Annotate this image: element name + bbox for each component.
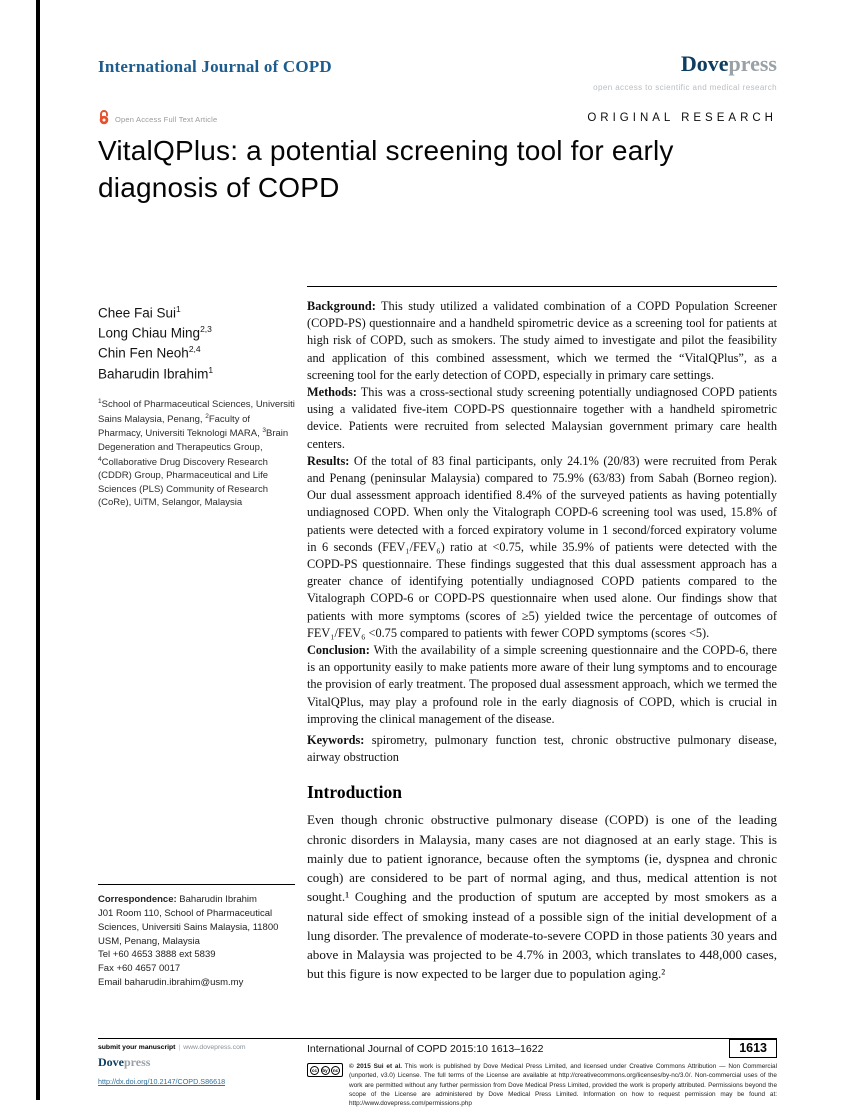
submit-manuscript-label: submit your manuscript: [98, 1044, 176, 1051]
abstract-results: Results: Of the total of 83 final participants, only 24.1% (20/83) were recruited from Perak and Penang (peninsular Malaysia) compared to 75.9% (63/83) from Sabah (Borneo region). Our dual assessment approach identified 8.4% of the surveyed patients as having potentially undiagnosed COPD. When only the Vitalograph COPD-6 screening tool was used, 15.8% of patients were detected with a forced expiratory volume in 1 second/forced expiratory volume in 6 seconds (FEV₁/FEV₆) ratio at <0.75, while 35.9% of patients were detected with the COPD-PS questionnaire. These findings suggested that this dual assessment approach has a greater chance of identifying potentially undiagnosed COPD patients compared to the Vitalograph COPD-6 or COPD-PS questionnaire when used alone. Our findings show that patients with more symptoms (scores of ≥5) yielded twice the percentage of outcomes of FEV₁/FEV₆ <0.75 compared to patients with fewer COPD symptoms (scores <5).: [307, 453, 777, 640]
cc-icon: cc: [311, 1067, 317, 1073]
dovepress-footer-logo-press: press: [124, 1055, 151, 1069]
submit-divider: |: [178, 1044, 181, 1051]
license-copyright: © 2015 Sui et al.: [349, 1063, 403, 1070]
journal-citation: International Journal of COPD 2015:10 1613–1622: [307, 1043, 544, 1055]
correspondence-label: Correspondence:: [98, 894, 177, 905]
main-column: [307, 286, 777, 983]
author-name: Chin Fen Neoh$^{2,4}$: [98, 344, 201, 361]
submit-manuscript-line: [98, 1044, 293, 1051]
cc-nc-icon: nc: [332, 1067, 339, 1073]
author-affiliation-sup: 1: [176, 304, 181, 314]
dovepress-logo: [681, 51, 777, 77]
dovepress-footer-logo: [98, 1055, 293, 1070]
left-column: [98, 303, 295, 510]
abstract-top-rule: [307, 286, 777, 287]
page-number: 1613: [729, 1039, 777, 1058]
article-type-label: ORIGINAL RESEARCH: [587, 112, 777, 124]
footer-left: [98, 1044, 293, 1086]
open-access-icon: [98, 109, 110, 130]
abstract-background: Background: This study utilized a validated combination of a COPD Population Screener (COPD-PS) questionnaire and a handheld spirometric device as a screening tool for patients at high risk of COPD, such as smokers. The study aimed to investigate and pilot the feasibility and application of this combined assessment, which we termed the “VitalQPlus”, as a screening tool for the early detection of COPD, especially in primary care settings.: [307, 299, 777, 382]
open-access-row: [98, 109, 217, 130]
abstract-keywords: Keywords: spirometry, pulmonary function test, chronic obstructive pulmonary disease, airway obstruction: [307, 733, 777, 765]
abstract-label-results: Results:: [307, 453, 350, 468]
page-edge-bar: [36, 0, 40, 1100]
introduction-paragraph: Even though chronic obstructive pulmonary disease (COPD) is one of the leading chronic disorders in Malaysia, many cases are not diagnosed at an early stage. This is mainly due to patient ignorance, because often the symptoms (ie, dyspnea and chronic cough) are considered to be part of normal aging, and thus, medical attention is not sought.¹ Coughing and the production of sputum are accepted by most smokers as a natural side effect of smoking instead of a possible sign of the initial development of a lung disorder. The prevalence of moderate-to-severe COPD in those patients 30 years and above in Malaysia was projected to be 4.7% in 2003, which translates to 448,000 cases, but this figure is now expected to be larger due to population aging.²: [307, 812, 777, 982]
correspondence-tel: Tel +60 4653 3888 ext 5839: [98, 949, 216, 961]
correspondence-address: J01 Room 110, School of Pharmaceutical Sciences, Universiti Sains Malaysia, 11800 USM, Penang, Malaysia: [98, 907, 279, 947]
author-name: Long Chiau Ming$^{2,3}$: [98, 324, 212, 341]
dovepress-logo-press: press: [728, 51, 777, 76]
license-row: [307, 1062, 777, 1108]
abstract-conclusion: Conclusion: With the availability of a simple screening questionnaire and the COPD-6, there is an opportunity easily to make patients more aware of their lung symptoms and to encourage the provision of early treatment. The proposed dual assessment approach, which we termed the VitalQPlus, may play a profound role in the early diagnosis of COPD, which is crucial in improving the clinical management of the disease.: [307, 643, 777, 726]
correspondence-email: Email baharudin.ibrahim@usm.my: [98, 977, 244, 989]
affiliations: $^1$School of Pharmaceutical Sciences, Universiti Sains Malaysia, Penang, $^2$Faculty of Pharmacy, Universiti Teknologi MARA, $^3$Brain Degeneration and Therapeutics Group, $^4$Collaborative Drug Discovery Research (CDDR) Group, Pharmaceutical and Life Sciences (PLS) Community of Research (CoRe), UiTM, Selangor, Malaysia: [98, 397, 295, 509]
cc-by-icon: by: [322, 1067, 328, 1073]
article-title: VitalQPlus: a potential screening tool for early diagnosis of COPD: [98, 135, 674, 204]
correspondence-name-line: Correspondence: Baharudin Ibrahim: [98, 894, 257, 905]
abstract-label-methods: Methods:: [307, 385, 357, 400]
introduction-heading: Introduction: [307, 782, 402, 803]
abstract-label-conclusion: Conclusion:: [307, 643, 370, 658]
abstract-methods: Methods: This was a cross-sectional study screening potentially undiagnosed COPD patients using a validated five-item COPD-PS questionnaire together with a handheld spirometric device. Patients were recruited from selected Malaysian government primary care health centers.: [307, 385, 777, 451]
correspondence-block: [98, 884, 295, 990]
dovepress-url-link[interactable]: www.dovepress.com: [183, 1044, 246, 1051]
author-affiliation-sup: 1: [208, 364, 214, 375]
abstract-label-keywords: Keywords:: [307, 733, 365, 748]
author-name: Chee Fai Sui$^1$: [98, 304, 181, 321]
dovepress-logo-dove: Dove: [680, 51, 729, 76]
footer-rule: [98, 1038, 777, 1039]
author-list: [98, 303, 295, 384]
author-affiliation-sup: 2,3: [200, 324, 212, 335]
abstract-label-background: Background:: [307, 299, 376, 313]
author-affiliation-sup: 2,4: [188, 344, 201, 355]
correspondence-fax: Fax +60 4657 0017: [98, 963, 181, 975]
creative-commons-icon: [307, 1063, 343, 1077]
journal-tagline: open access to scientific and medical research: [593, 83, 777, 92]
license-text: © 2015 Sui et al. This work is published by Dove Medical Press Limited, and licensed under Creative Commons Attribution — Non Commercial (unported, v3.0) License. The full terms of the License are available at http://creativecommons.org/licenses/by-nc/3.0/. Non-commercial uses of the work are permitted without any further permission from Dove Medical Press Limited, provided the work is properly attributed. Permissions beyond the scope of the License are administered by Dove Medical Press Limited. Information on how to request permission may be found at: http://www.dovepress.com/permissions.php: [349, 1063, 777, 1108]
open-access-label: Open Access Full Text Article: [115, 115, 218, 124]
doi-link[interactable]: http://dx.doi.org/10.2147/COPD.S86618: [98, 1077, 226, 1086]
dovepress-footer-logo-dove: Dove: [98, 1055, 124, 1069]
journal-name: International Journal of COPD: [98, 57, 332, 76]
author-name: Baharudin Ibrahim$^1$: [98, 364, 214, 382]
